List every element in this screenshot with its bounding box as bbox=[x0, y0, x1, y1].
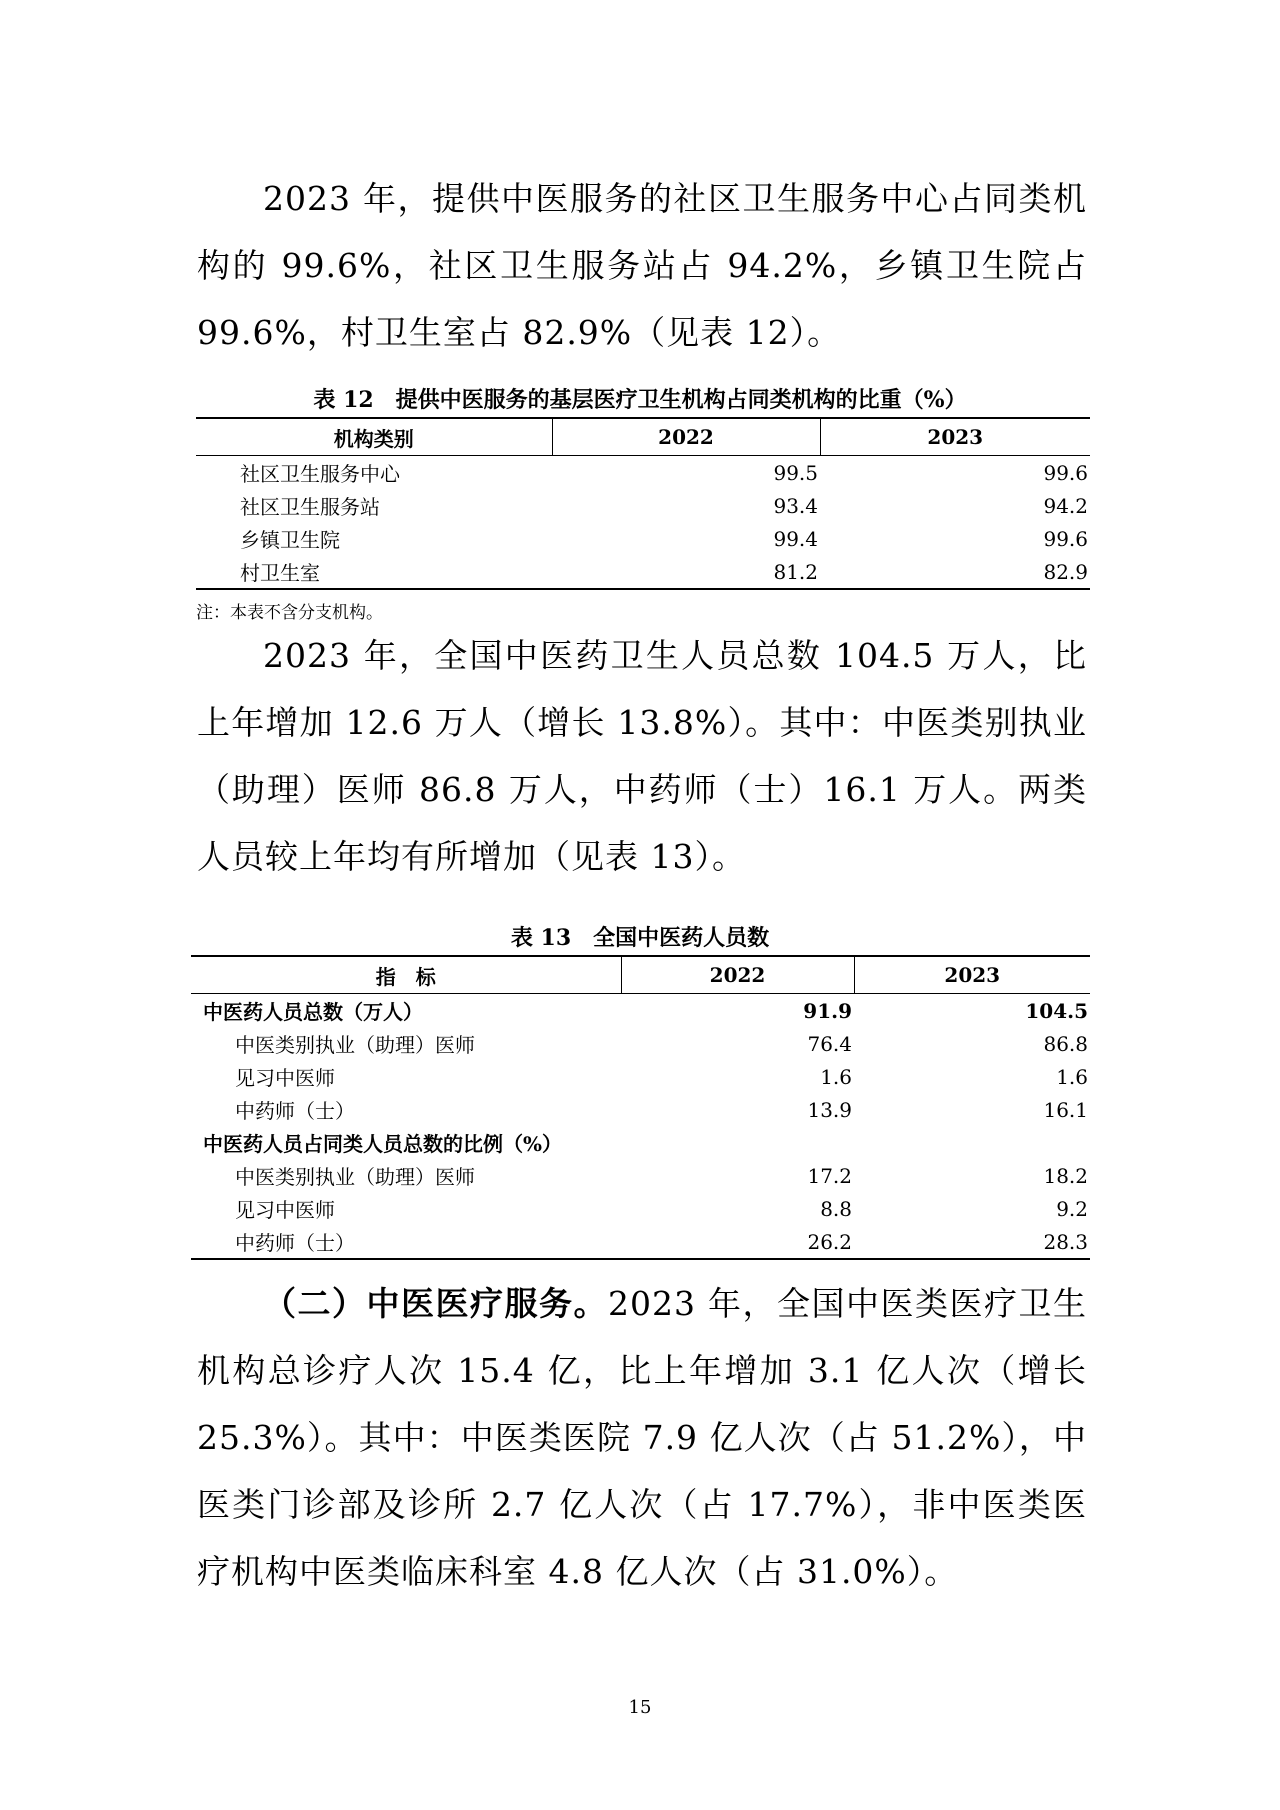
paragraph-3 bbox=[197, 1270, 1087, 1605]
table-row bbox=[191, 1192, 1090, 1225]
table-12 bbox=[196, 417, 1090, 590]
table-13-cell-2022: 91.9 bbox=[803, 998, 852, 1023]
table-12-cell-2022: 81.2 bbox=[773, 559, 818, 584]
table-row bbox=[191, 1093, 1090, 1126]
table-12-cell-label: 村卫生室 bbox=[240, 561, 320, 585]
table-13-cell-2023: 9.2 bbox=[1056, 1196, 1088, 1221]
table-12-cell-label: 社区卫生服务中心 bbox=[240, 462, 400, 486]
table-13-cell-label: 中医类别执业（助理）医师 bbox=[235, 1165, 475, 1189]
table-13-cell-2022: 13.9 bbox=[807, 1097, 852, 1122]
table-12-cell-2023: 99.6 bbox=[1043, 460, 1088, 485]
table-13-cell-label: 中药师（士） bbox=[235, 1231, 355, 1255]
table-13-cell-2023: 104.5 bbox=[1025, 998, 1088, 1023]
table-12-cell-2023: 82.9 bbox=[1043, 559, 1088, 584]
table-13-cell-label: 见习中医师 bbox=[235, 1198, 335, 1222]
table-12-note: 注：本表不含分支机构。 bbox=[196, 603, 383, 623]
table-row bbox=[196, 456, 1090, 490]
table-13-cell-2022: 76.4 bbox=[807, 1031, 852, 1056]
table-13-cell-2023: 28.3 bbox=[1043, 1229, 1088, 1254]
table-13-cell-2022: 8.8 bbox=[820, 1196, 852, 1221]
table-12-header-2023: 2023 bbox=[820, 418, 1090, 456]
table-13-header-2022: 2022 bbox=[621, 956, 854, 994]
page-number: 15 bbox=[628, 1697, 652, 1718]
table-12-header-2022: 2022 bbox=[552, 418, 820, 456]
section-heading-tcm-medical-services: （二）中医医疗服务。 bbox=[263, 1284, 609, 1323]
table-row bbox=[191, 1027, 1090, 1060]
table-12-cell-2023: 94.2 bbox=[1043, 493, 1088, 518]
table-13-cell-2022: 17.2 bbox=[807, 1163, 852, 1188]
table-13-cell-2023: 1.6 bbox=[1056, 1064, 1088, 1089]
table-13-cell-2022: 1.6 bbox=[820, 1064, 852, 1089]
table-13-header-2023: 2023 bbox=[854, 956, 1090, 994]
table-13 bbox=[191, 955, 1090, 1260]
table-row bbox=[191, 1225, 1090, 1259]
table-13-cell-2023 bbox=[854, 1126, 1090, 1159]
table-row bbox=[196, 555, 1090, 589]
table-13-header-indicator: 指 标 bbox=[191, 956, 621, 994]
table-13-cell-label: 中药师（士） bbox=[235, 1099, 355, 1123]
table-row bbox=[191, 1060, 1090, 1093]
table-12-cell-label: 乡镇卫生院 bbox=[240, 528, 340, 552]
paragraph-1: 2023 年，提供中医服务的社区卫生服务中心占同类机构的 99.6%，社区卫生服务站占 94.2%，乡镇卫生院占 99.6%，村卫生室占 82.9%（见表 12）。 bbox=[197, 179, 1087, 352]
table-13-cell-2023: 86.8 bbox=[1043, 1031, 1088, 1056]
table-13-caption: 表 13 全国中医药人员数 bbox=[510, 925, 770, 951]
table-13-cell-label: 见习中医师 bbox=[235, 1066, 335, 1090]
table-12-cell-2023: 99.6 bbox=[1043, 526, 1088, 551]
table-12-cell-2022: 93.4 bbox=[773, 493, 818, 518]
table-row bbox=[196, 522, 1090, 555]
table-12-cell-label: 社区卫生服务站 bbox=[240, 495, 380, 519]
table-12-cell-2022: 99.4 bbox=[773, 526, 818, 551]
table-13-cell-2023: 16.1 bbox=[1043, 1097, 1088, 1122]
table-13-cell-2022: 26.2 bbox=[807, 1229, 852, 1254]
table-row bbox=[196, 489, 1090, 522]
table-12-header-category: 机构类别 bbox=[196, 418, 552, 456]
table-12-caption: 表 12 提供中医服务的基层医疗卫生机构占同类机构的比重（%） bbox=[313, 387, 967, 413]
table-row bbox=[191, 1159, 1090, 1192]
table-13-cell-2022 bbox=[621, 1126, 854, 1159]
table-13-cell-2023: 18.2 bbox=[1043, 1163, 1088, 1188]
table-12-cell-2022: 99.5 bbox=[773, 460, 818, 485]
table-13-group-label: 中医药人员占同类人员总数的比例（%） bbox=[203, 1132, 563, 1156]
paragraph-3-body: 2023 年，全国中医类医疗卫生机构总诊疗人次 15.4 亿，比上年增加 3.1 亿人次（增长 25.3%）。其中：中医类医院 7.9 亿人次（占 51.2%），中医类门诊部及诊所 2.7 亿人次（占 17.7%），非中医类医疗机构中医类临床科室 4.8 亿人次（占 31.0%）。 bbox=[197, 1284, 1087, 1591]
table-13-cell-label: 中医类别执业（助理）医师 bbox=[235, 1033, 475, 1057]
paragraph-2: 2023 年，全国中医药卫生人员总数 104.5 万人，比上年增加 12.6 万人（增长 13.8%）。其中：中医类别执业（助理）医师 86.8 万人，中药师（士）16.1 万人。两类人员较上年均有所增加（见表 13）。 bbox=[197, 636, 1087, 876]
table-row bbox=[191, 1126, 1090, 1159]
table-row bbox=[191, 994, 1090, 1028]
table-13-group-label: 中医药人员总数（万人） bbox=[203, 1000, 423, 1024]
